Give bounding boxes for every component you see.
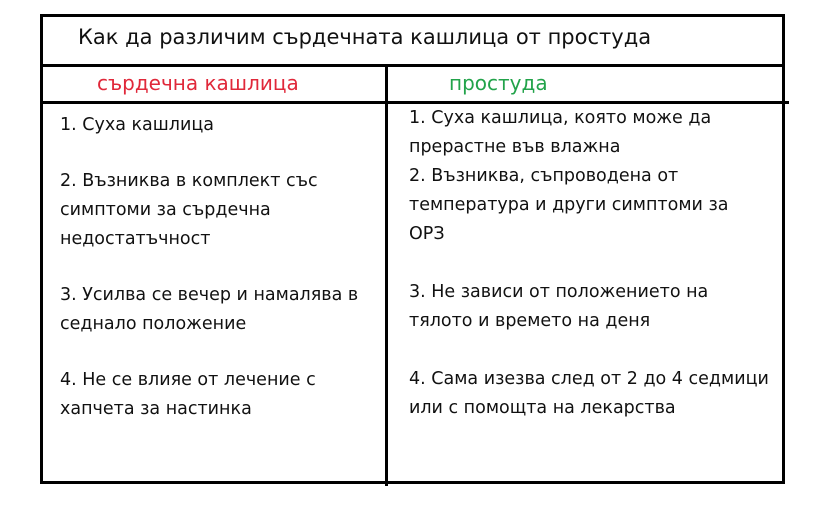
header-cardiac-cough: сърдечна кашлица: [97, 71, 299, 95]
title-divider: [40, 64, 785, 67]
list-item: 1. Суха кашлица: [60, 115, 214, 135]
list-item: 3. Усилва се вечер и намалява в седнало положение: [60, 285, 359, 334]
list-item: 4. Сама изезва след от 2 до 4 седмици или с помощта на лекарства: [409, 369, 769, 418]
list-item: 2. Възниква, съпроводена от температура и други симптоми за ОРЗ: [409, 166, 729, 244]
cardiac-cough-column: [60, 111, 376, 424]
list-item: 1. Суха кашлица, която може да прерастне във влажна: [409, 108, 712, 157]
table-border-left: [40, 14, 43, 484]
column-divider: [385, 64, 388, 486]
table-border-right: [782, 14, 785, 484]
header-cold: простуда: [449, 71, 548, 95]
table-title: Как да различим сърдечната кашлица от простуда: [78, 25, 652, 49]
table-border-top: [40, 14, 785, 17]
table-border-bottom: [40, 481, 785, 484]
list-item: 3. Не зависи от положението на тялото и времето на деня: [409, 282, 709, 331]
cold-column: [409, 104, 769, 423]
list-item: 2. Възниква в комплект със симптоми за сърдечна недостатъчност: [60, 171, 318, 249]
list-item: 4. Не се влияе от лечение с хапчета за настинка: [60, 370, 316, 419]
